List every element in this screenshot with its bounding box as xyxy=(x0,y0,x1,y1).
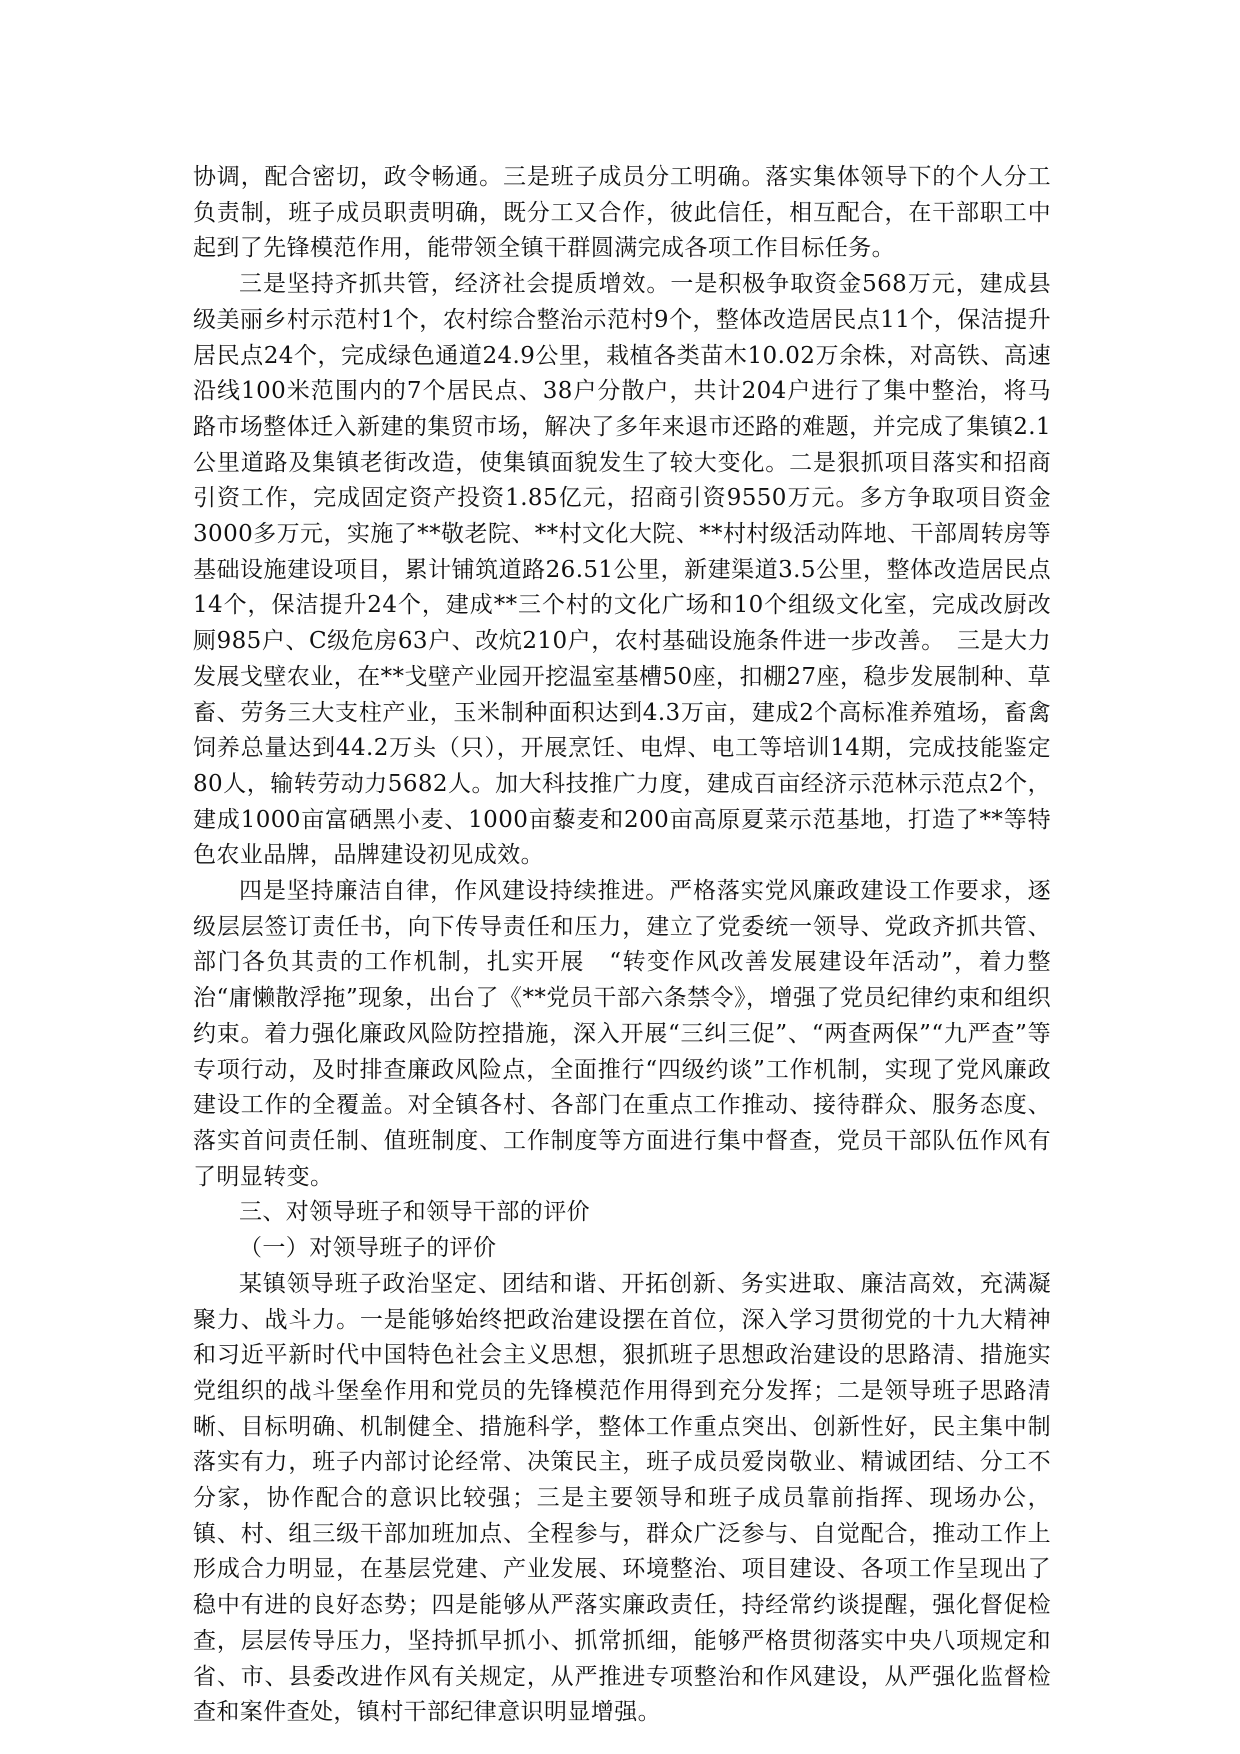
paragraph-leadership-evaluation: 某镇领导班子政治坚定、团结和谐、开拓创新、务实进取、廉洁高效，充满凝聚力、战斗力。一是能够始终把政治建设摆在首位，深入学习贯彻党的十九大精神和习近平新时代中国特色社会主义思想，狠抓班子思想政治建设的思路清、措施实党组织的战斗堡垒作用和党员的先锋模范作用得到充分发挥；二是领导班子思路清晰、目标明确、机制健全、措施科学，整体工作重点突出、创新性好，民主集中制落实有力，班子内部讨论经常、决策民主，班子成员爱岗敬业、精诚团结、分工不分家，协作配合的意识比较强；三是主要领导和班子成员靠前指挥、现场办公，镇、村、组三级干部加班加点、全程参与，群众广泛参与、自觉配合，推动工作上形成合力明显，在基层党建、产业发展、环境整治、项目建设、各项工作呈现出了稳中有进的良好态势；四是能够从严落实廉政责任，持经常约谈提醒，强化督促检查，层层传导压力，坚持抓早抓小、抓常抓细，能够严格贯彻落实中央八项规定和省、市、县委改进作风有关规定，从严推进专项整治和作风建设，从严强化监督检查和案件查处，镇村干部纪律意识明显增强。 xyxy=(193,1270,1051,1726)
paragraph-economic-development: 三是坚持齐抓共管，经济社会提质增效。一是积极争取资金568万元，建成县级美丽乡村示范村1个，农村综合整治示范村9个，整体改造居民点11个，保洁提升居民点24个，完成绿色通道24.9公里，栽植各类苗木10.02万余株，对高铁、高速沿线100米范围内的7个居民点、38户分散户，共计204户进行了集中整治，将马路市场整体迁入新建的集贸市场，解决了多年来退市还路的难题，并完成了集镇2.1公里道路及集镇老街改造，使集镇面貌发生了较大变化。二是狠抓项目落实和招商引资工作，完成固定资产投资1.85亿元，招商引资9550万元。多方争取项目资金3000多万元，实施了**敬老院、**村文化大院、**村村级活动阵地、干部周转房等基础设施建设项目，累计铺筑道路26.51公里，新建渠道3.5公里，整体改造居民点14个，保洁提升24个，建成**三个村的文化广场和10个组级文化室，完成改厨改厕985户、C级危房63户、改炕210户，农村基础设施条件进一步改善。 三是大力发展戈壁农业，在**戈壁产业园开挖温室基槽50座，扣棚27座，稳步发展制种、草畜、劳务三大支柱产业，玉米制种面积达到4.3万亩，建成2个高标准养殖场，畜禽饲养总量达到44.2万头（只），开展烹饪、电焊、电工等培训14期，完成技能鉴定80人，输转劳动力5682人。加大科技推广力度，建成百亩经济示范林示范点2个，建成1000亩富硒黑小麦、1000亩藜麦和200亩高原夏菜示范基地，打造了**等特色农业品牌，品牌建设初见成效。 xyxy=(193,271,1051,869)
section-heading: 三、对领导班子和领导干部的评价 xyxy=(239,1199,590,1226)
sub-heading: （一）对领导班子的评价 xyxy=(239,1235,497,1262)
paragraph-integrity-conduct: 四是坚持廉洁自律，作风建设持续推进。严格落实党风廉政建设工作要求，逐级层层签订责任书，向下传导责任和压力，建立了党委统一领导、党政齐抓共管、部门各负其责的工作机制，扎实开展 “转变作风改善发展建设年活动”，着力整治“庸懒散浮拖”现象，出台了《**党员干部六条禁令》，增强了党员纪律约束和组织约束。着力强化廉政风险防控措施，深入开展“三纠三促”、“两查两保”“九严查”等专项行动，及时排查廉政风险点，全面推行“四级约谈”工作机制，实现了党风廉政建设工作的全覆盖。对全镇各村、各部门在重点工作推动、接待群众、服务态度、落实首问责任制、值班制度、工作制度等方面进行集中督查，党员干部队伍作风有了明显转变。 xyxy=(193,878,1051,1190)
document-body xyxy=(193,160,1051,1731)
paragraph-continuation: 协调，配合密切，政令畅通。三是班子成员分工明确。落实集体领导下的个人分工负责制，班子成员职责明确，既分工又合作，彼此信任，相互配合，在干部职工中起到了先锋模范作用，能带领全镇干群圆满完成各项工作目标任务。 xyxy=(193,164,1051,262)
